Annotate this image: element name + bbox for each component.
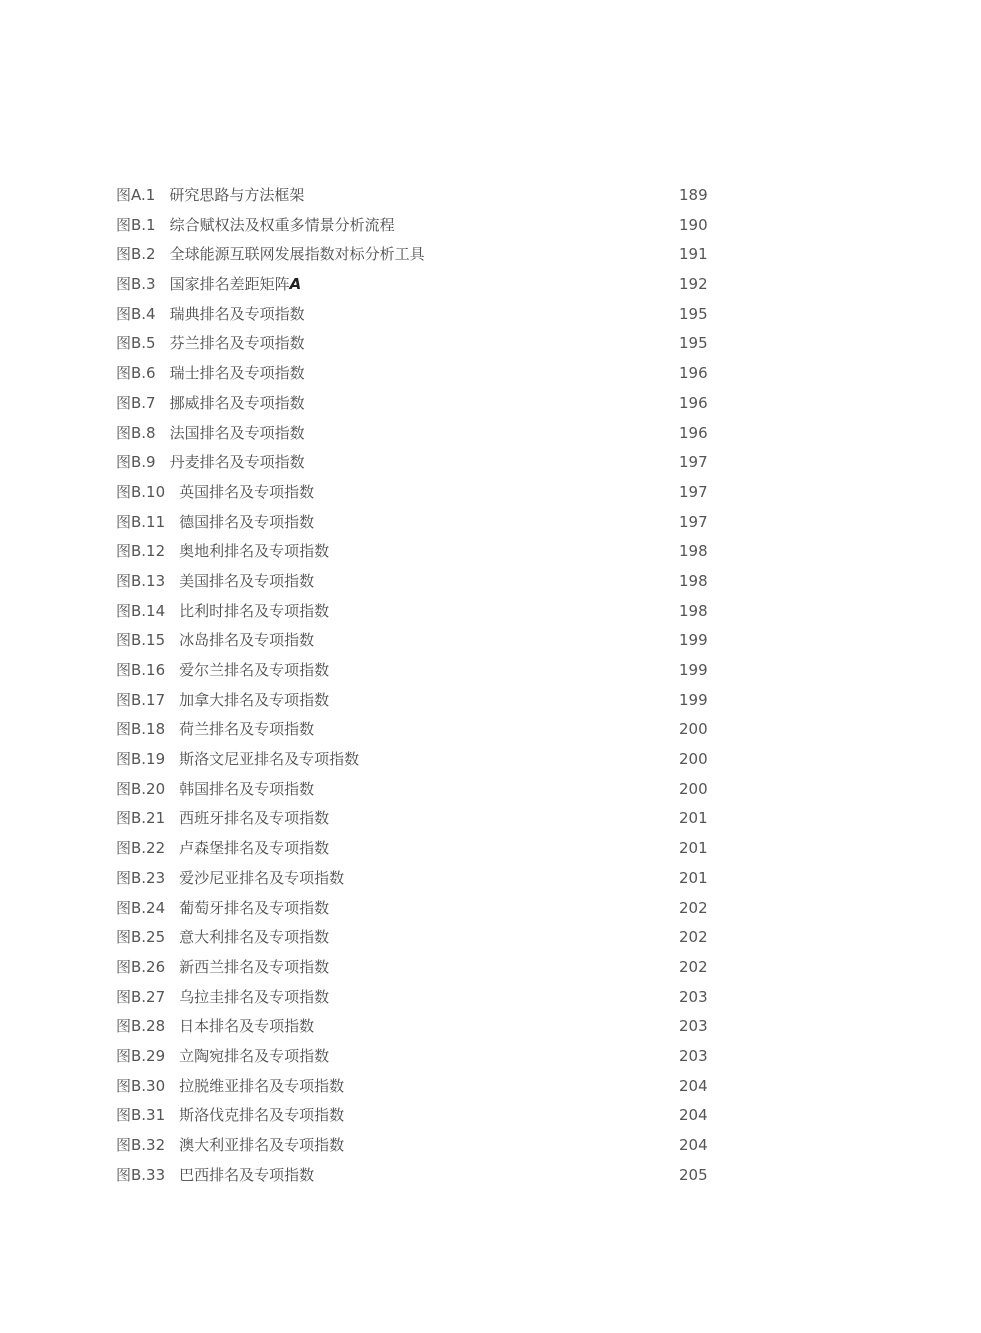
toc-entry[interactable] [116, 1131, 716, 1161]
toc-entry-title [179, 537, 329, 567]
toc-entry-page-number: 196 [679, 393, 708, 412]
toc-entry-title-text: 美国排名及专项指数 [179, 571, 315, 590]
toc-entry[interactable] [116, 240, 716, 270]
toc-entry-page-number: 195 [679, 334, 708, 353]
toc-entry-number: 图B.28 [116, 1017, 166, 1036]
toc-entry[interactable] [116, 1072, 716, 1102]
toc-entry-number: 图B.31 [116, 1106, 166, 1125]
toc-entry[interactable] [116, 983, 716, 1013]
toc-entry-number: 图B.18 [116, 720, 166, 739]
toc-entry-title [179, 1042, 329, 1072]
toc-entry[interactable] [116, 1101, 716, 1131]
toc-entry[interactable] [116, 1012, 716, 1042]
toc-entry-page-number: 204 [679, 1136, 708, 1154]
toc-entry[interactable] [116, 419, 716, 449]
toc-entry-title [170, 300, 305, 330]
toc-entry-page-number: 201 [679, 868, 708, 887]
toc-entry-page-number: 191 [679, 245, 708, 264]
toc-entry-page-number: 197 [679, 453, 708, 472]
toc-entry-title [179, 775, 314, 805]
toc-entry-page-number: 198 [679, 542, 708, 561]
toc-entry-title [179, 686, 329, 716]
toc-entry[interactable] [116, 864, 716, 894]
toc-entry-page-number: 201 [679, 809, 708, 828]
toc-entry-title [169, 181, 304, 211]
toc-entry-page-number: 200 [679, 750, 708, 769]
toc-entry-number: 图B.24 [116, 898, 166, 917]
toc-entry-title-text: 德国排名及专项指数 [179, 512, 315, 531]
toc-entry-number: 图B.16 [116, 661, 166, 679]
toc-entry-number: 图B.3 [116, 275, 156, 294]
toc-entry-title-text: 巴西排名及专项指数 [179, 1165, 315, 1184]
toc-entry-title [179, 1012, 314, 1042]
toc-entry-page-number: 197 [679, 482, 708, 501]
toc-entry-page-number: 199 [679, 631, 708, 650]
toc-entry-number: 图B.8 [116, 423, 156, 442]
toc-entry-number: 图B.19 [116, 750, 166, 769]
toc-entry-title-text: 丹麦排名及专项指数 [169, 453, 305, 472]
toc-entry[interactable] [116, 567, 716, 597]
toc-entry-number: 图B.21 [116, 809, 166, 828]
toc-entry-number: 图B.15 [116, 631, 166, 650]
toc-entry[interactable] [116, 389, 716, 419]
toc-entry[interactable] [116, 715, 716, 745]
toc-entry-title [179, 508, 314, 538]
toc-entry-number: 图B.32 [116, 1136, 166, 1154]
toc-entry-page-number: 202 [679, 928, 708, 947]
toc-entry-page-number: 189 [679, 186, 708, 204]
toc-entry-page-number: 199 [679, 690, 708, 709]
toc-entry-title [179, 804, 329, 834]
toc-entry-title [170, 359, 305, 389]
toc-entry-page-number: 197 [679, 512, 708, 531]
toc-entry-number: 图B.10 [116, 482, 166, 501]
toc-entry-title-text: 冰岛排名及专项指数 [179, 631, 315, 650]
toc-entry-title-text: 乌拉圭排名及专项指数 [179, 987, 330, 1006]
toc-entry-title [179, 983, 329, 1013]
toc-entry-title-text: 英国排名及专项指数 [179, 482, 315, 501]
toc-entry-title [170, 270, 302, 300]
toc-entry-title-text: 意大利排名及专项指数 [179, 928, 330, 947]
toc-entry-number: 图B.4 [116, 304, 156, 323]
toc-entry-title-emphasis: A [289, 275, 302, 294]
toc-entry-number: 图B.14 [116, 601, 166, 620]
toc-entry-title [179, 656, 329, 686]
toc-entry-number: 图B.17 [116, 690, 166, 709]
toc-entry-number: 图B.25 [116, 928, 166, 947]
toc-entry-page-number: 205 [679, 1165, 708, 1184]
toc-entry-title [179, 834, 329, 864]
toc-entry-number: 图B.11 [116, 512, 166, 531]
toc-entry-title [179, 1131, 344, 1161]
toc-entry-title-text: 斯洛文尼亚排名及专项指数 [179, 750, 360, 769]
toc-entry[interactable] [116, 1161, 716, 1191]
toc-entry-title [179, 745, 359, 775]
toc-entry-number: 图B.13 [116, 571, 166, 590]
toc-entry-page-number: 192 [679, 275, 708, 294]
toc-entry-page-number: 203 [679, 987, 708, 1006]
toc-entry-title-text: 澳大利亚排名及专项指数 [179, 1136, 345, 1154]
toc-entry[interactable] [116, 537, 716, 567]
figure-toc-list [116, 181, 716, 1190]
toc-entry-number: 图B.1 [116, 215, 156, 234]
toc-entry-title-text: 瑞典排名及专项指数 [169, 304, 305, 323]
toc-entry-title [179, 715, 314, 745]
toc-entry[interactable] [116, 359, 716, 389]
toc-entry-number: 图B.23 [116, 868, 166, 887]
toc-entry-title-text: 斯洛伐克排名及专项指数 [179, 1106, 345, 1125]
toc-entry-title-text: 奥地利排名及专项指数 [179, 542, 330, 561]
toc-entry[interactable] [116, 923, 716, 953]
toc-entry-title-text: 挪威排名及专项指数 [169, 393, 305, 412]
toc-entry-number: 图B.33 [116, 1165, 166, 1184]
toc-entry-page-number: 202 [679, 898, 708, 917]
toc-entry-title [179, 864, 344, 894]
toc-entry-title-text: 全球能源互联网发展指数对标分析工具 [169, 245, 425, 264]
toc-entry-title-text: 加拿大排名及专项指数 [179, 690, 330, 709]
toc-entry[interactable] [116, 626, 716, 656]
toc-entry-title [179, 1161, 314, 1191]
toc-entry[interactable] [116, 894, 716, 924]
toc-entry-title-text: 比利时排名及专项指数 [179, 601, 330, 620]
toc-entry-page-number: 200 [679, 779, 708, 798]
toc-entry-title-text: 研究思路与方法框架 [169, 186, 305, 204]
toc-entry-title-text: 立陶宛排名及专项指数 [179, 1046, 330, 1065]
toc-entry-number: 图B.9 [116, 453, 156, 472]
toc-entry-page-number: 203 [679, 1046, 708, 1065]
toc-entry[interactable] [116, 181, 716, 211]
toc-entry-title-text: 芬兰排名及专项指数 [169, 334, 305, 353]
toc-entry-page-number: 199 [679, 661, 708, 679]
toc-entry-page-number: 195 [679, 304, 708, 323]
toc-entry-number: 图A.1 [116, 186, 156, 204]
toc-entry[interactable] [116, 686, 716, 716]
toc-entry-title-text: 韩国排名及专项指数 [179, 779, 315, 798]
toc-entry[interactable] [116, 300, 716, 330]
toc-entry-title-text: 国家排名差距矩阵 [169, 275, 290, 294]
toc-entry-title [179, 1072, 344, 1102]
toc-entry-title [179, 953, 329, 983]
toc-entry[interactable] [116, 448, 716, 478]
toc-entry[interactable] [116, 270, 716, 300]
toc-entry-title-text: 拉脱维亚排名及专项指数 [179, 1076, 345, 1095]
toc-entry[interactable] [116, 804, 716, 834]
toc-entry-title [179, 478, 314, 508]
toc-entry-title [170, 211, 395, 241]
toc-entry-title-text: 西班牙排名及专项指数 [179, 809, 330, 828]
toc-entry-page-number: 190 [679, 215, 708, 234]
toc-entry-page-number: 198 [679, 601, 708, 620]
toc-entry[interactable] [116, 329, 716, 359]
toc-entry-title [170, 389, 305, 419]
toc-entry-page-number: 196 [679, 364, 708, 383]
toc-entry-title [170, 240, 425, 270]
toc-entry[interactable] [116, 775, 716, 805]
toc-entry-page-number: 198 [679, 571, 708, 590]
toc-entry-title [179, 567, 314, 597]
toc-entry[interactable] [116, 953, 716, 983]
toc-entry-number: 图B.6 [116, 364, 156, 383]
toc-entry-number: 图B.27 [116, 987, 166, 1006]
toc-entry-title-text: 葡萄牙排名及专项指数 [179, 898, 330, 917]
toc-entry-page-number: 204 [679, 1106, 708, 1125]
toc-entry-title [170, 448, 305, 478]
toc-entry-number: 图B.7 [116, 393, 156, 412]
toc-entry[interactable] [116, 508, 716, 538]
toc-entry-page-number: 201 [679, 839, 708, 858]
toc-entry-title [179, 597, 329, 627]
toc-entry-title-text: 综合赋权法及权重多情景分析流程 [169, 215, 395, 234]
toc-entry-title [179, 894, 329, 924]
toc-entry-title-text: 日本排名及专项指数 [179, 1017, 315, 1036]
toc-entry-page-number: 196 [679, 423, 708, 442]
toc-entry[interactable] [116, 211, 716, 241]
toc-entry-number: 图B.22 [116, 839, 166, 858]
toc-entry-number: 图B.12 [116, 542, 166, 561]
toc-entry[interactable] [116, 478, 716, 508]
toc-entry-title-text: 新西兰排名及专项指数 [179, 957, 330, 976]
toc-entry-title-text: 瑞士排名及专项指数 [169, 364, 305, 383]
toc-entry-page-number: 202 [679, 957, 708, 976]
toc-entry-number: 图B.20 [116, 779, 166, 798]
toc-entry-page-number: 204 [679, 1076, 708, 1095]
toc-entry-number: 图B.5 [116, 334, 156, 353]
toc-entry-number: 图B.29 [116, 1046, 166, 1065]
toc-entry-title [170, 419, 305, 449]
toc-entry[interactable] [116, 745, 716, 775]
toc-entry-page-number: 200 [679, 720, 708, 739]
toc-entry-number: 图B.30 [116, 1076, 166, 1095]
toc-entry-page-number: 203 [679, 1017, 708, 1036]
toc-entry[interactable] [116, 1042, 716, 1072]
toc-entry-number: 图B.26 [116, 957, 166, 976]
toc-entry-title-text: 爱沙尼亚排名及专项指数 [179, 868, 345, 887]
toc-entry[interactable] [116, 656, 716, 686]
toc-entry-title [170, 329, 305, 359]
toc-entry-title-text: 荷兰排名及专项指数 [179, 720, 315, 739]
toc-entry-title-text: 爱尔兰排名及专项指数 [179, 661, 330, 679]
toc-entry-title [179, 626, 314, 656]
toc-entry-title-text: 法国排名及专项指数 [169, 423, 305, 442]
toc-entry-title-text: 卢森堡排名及专项指数 [179, 839, 330, 858]
toc-entry-title [179, 1101, 344, 1131]
toc-entry[interactable] [116, 597, 716, 627]
toc-entry-number: 图B.2 [116, 245, 156, 264]
toc-entry-title [179, 923, 329, 953]
toc-entry[interactable] [116, 834, 716, 864]
